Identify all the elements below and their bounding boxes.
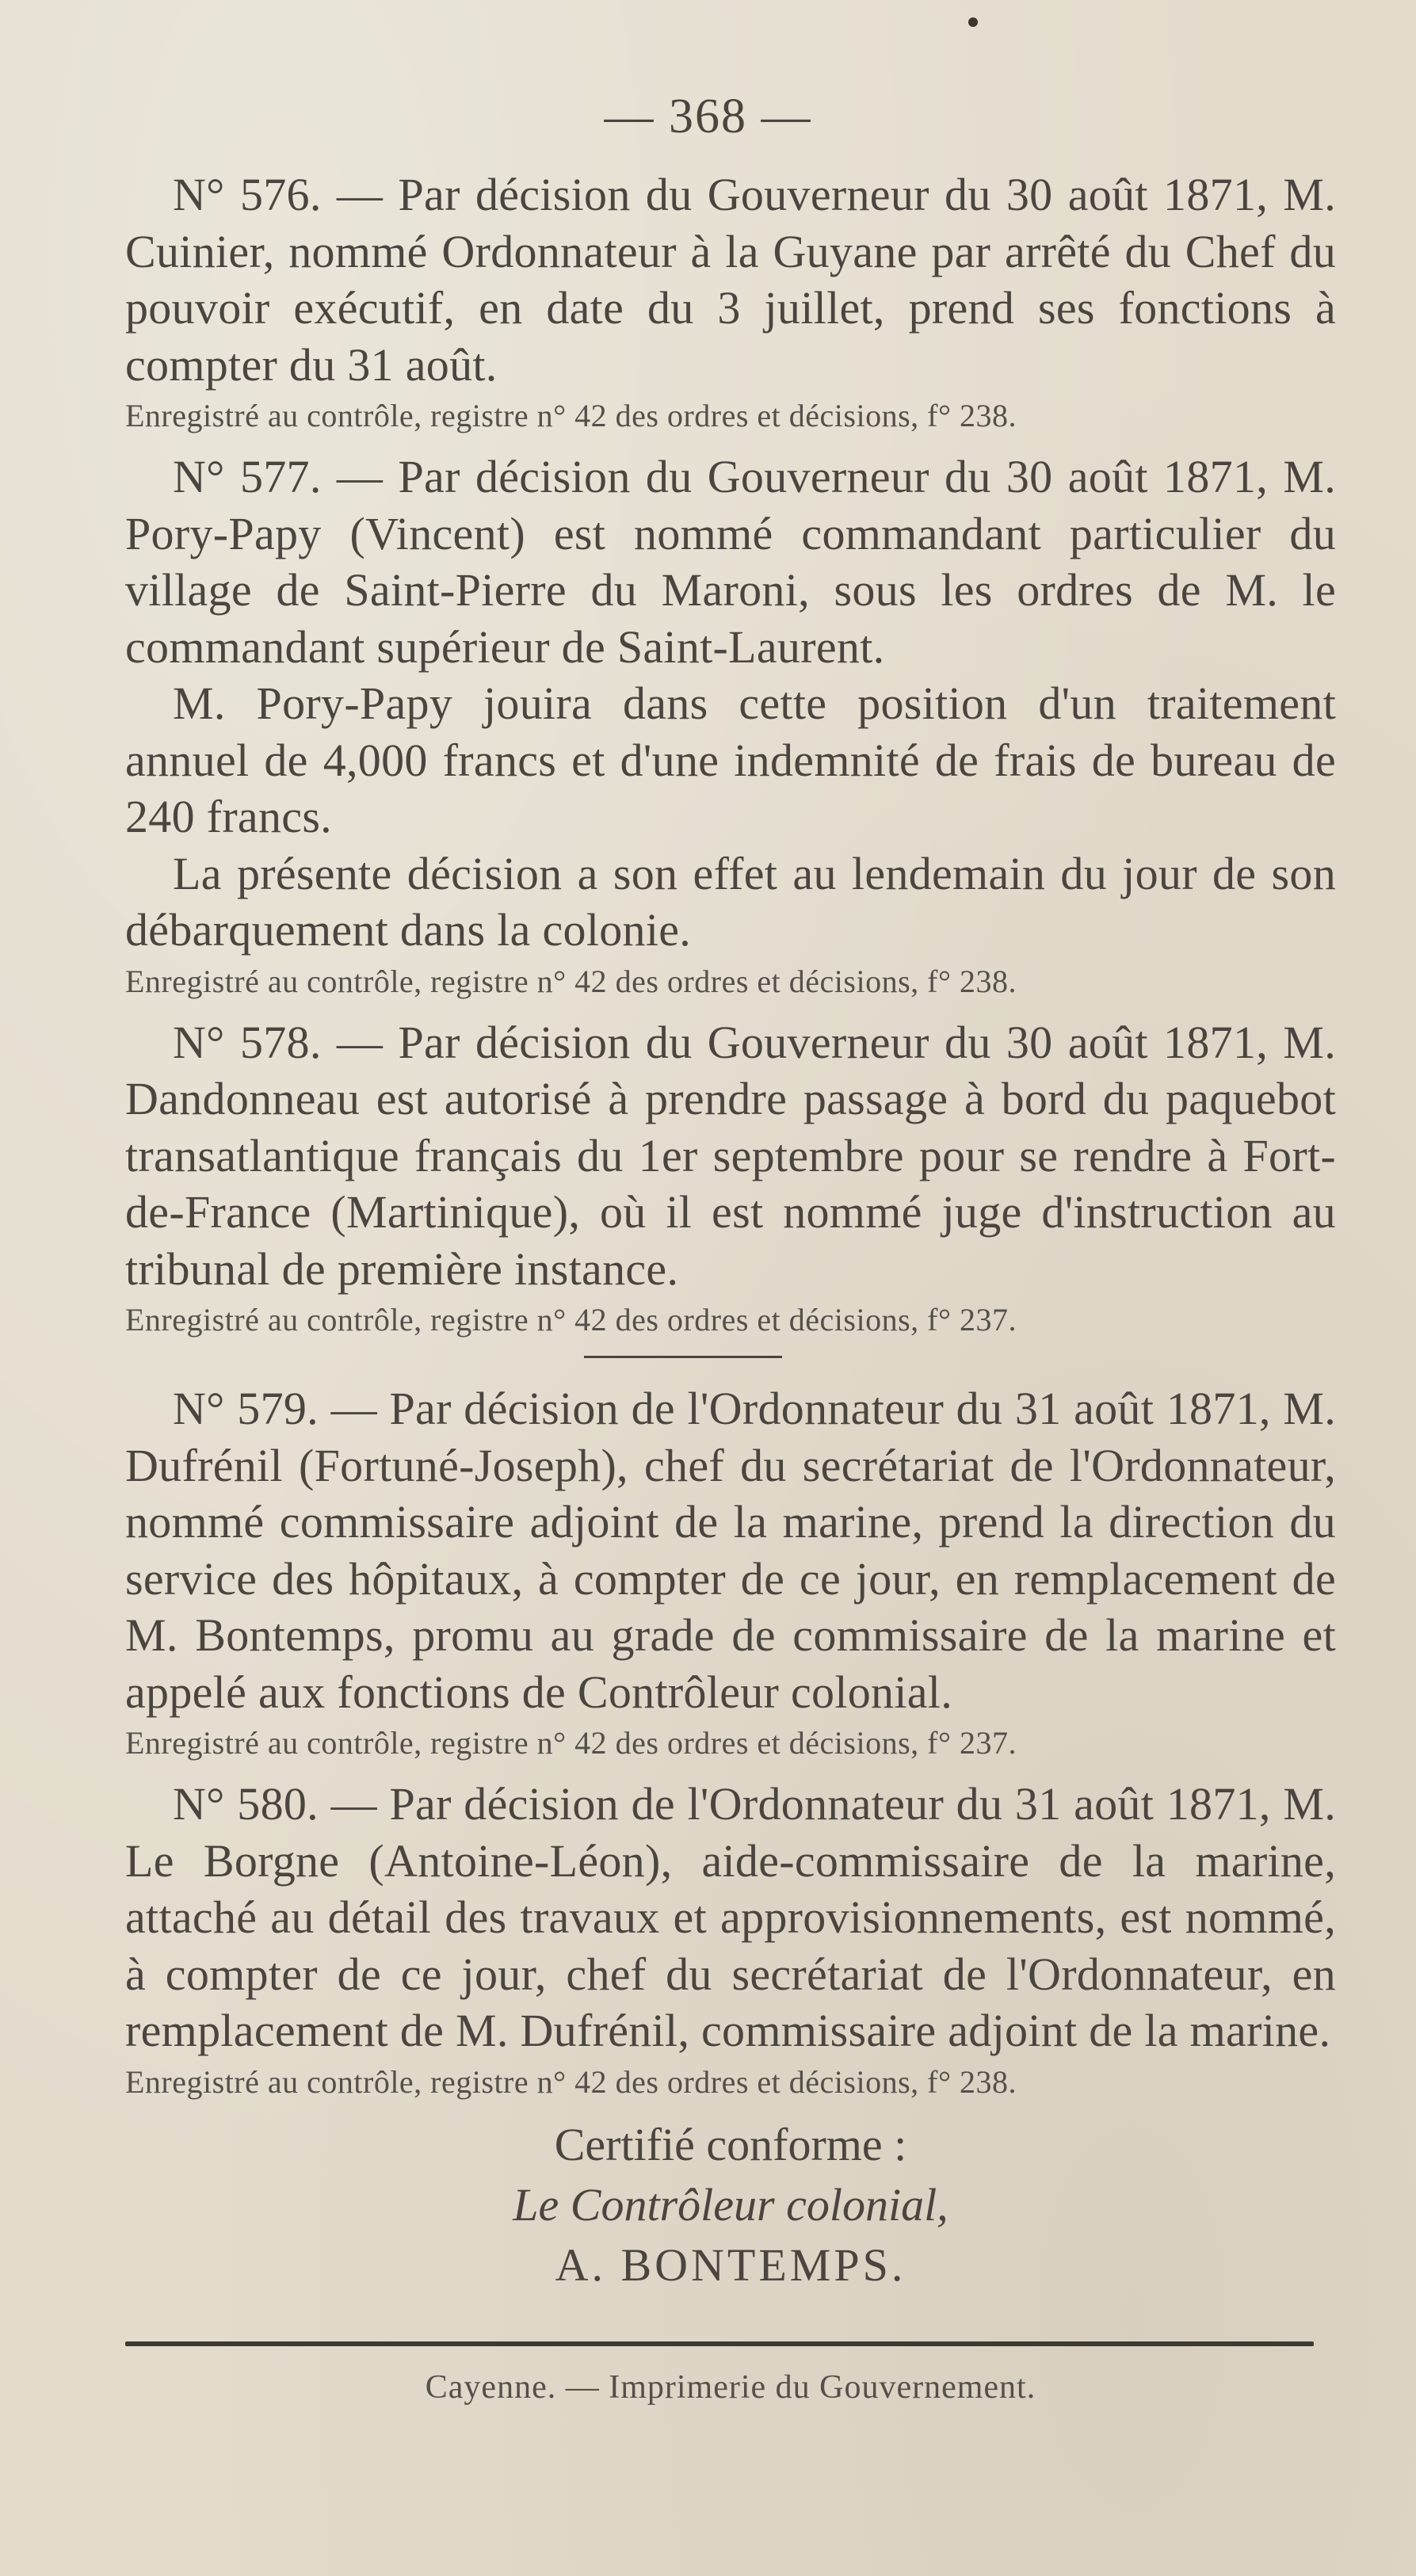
registry-note: Enregistré au contrôle, registre n° 42 des ordres et décisions, f° 238. <box>125 963 1017 999</box>
decision-entry-577 <box>125 448 1336 1003</box>
decision-paragraph: N° 579. — Par décision de l'Ordonnateur du 31 août 1871, M. Dufrénil (Fortuné-Joseph), chef du secrétariat de l'Ordonnateur, nommé commissaire adjoint de la marine, prend la direction du service des hôpitaux, à compter de ce jour, en remplacement de M. Bontemps, promu au grade de commissaire de la marine et appelé aux fonctions de Contrôleur colonial. <box>125 1383 1336 1718</box>
registry-note: Enregistré au contrôle, registre n° 42 des ordres et décisions, f° 238. <box>125 398 1017 433</box>
decision-entry-576 <box>125 166 1336 437</box>
decision-entry-579 <box>125 1380 1336 1765</box>
certified-line: Certifié conforme : <box>554 2118 907 2170</box>
decision-entry-580 <box>125 1776 1336 2104</box>
registry-note: Enregistré au contrôle, registre n° 42 des ordres et décisions, f° 237. <box>125 1725 1017 1761</box>
decision-paragraph: N° 576. — Par décision du Gouverneur du 30 août 1871, M. Cuinier, nommé Ordonnateur à la Guyane par arrêté du Chef du pouvoir exécutif, en date du 3 juillet, prend ses fonctions à compter du 31 août. <box>125 169 1336 391</box>
decision-entry-578 <box>125 1014 1336 1342</box>
page-number: — 368 — <box>604 90 812 143</box>
printer-imprint: Cayenne. — Imprimerie du Gouvernement. <box>425 2368 1036 2406</box>
decision-paragraph: M. Pory-Papy jouira dans cette position d'un traitement annuel de 4,000 francs et d'une indemnité de frais de bureau de 240 francs. <box>125 677 1336 842</box>
decision-paragraph: La présente décision a son effet au lendemain du jour de son débarquement dans la colonie. <box>125 847 1336 956</box>
footer-rule <box>125 2341 1314 2346</box>
decision-paragraph: N° 577. — Par décision du Gouverneur du 30 août 1871, M. Pory-Papy (Vincent) est nommé commandant particulier du village de Saint-Pierre du Maroni, sous les ordres de M. le commandant supérieur de Saint-Laurent. <box>125 451 1336 673</box>
decision-paragraph: N° 580. — Par décision de l'Ordonnateur du 31 août 1871, M. Le Borgne (Antoine-Léon), aide-commissaire de la marine, attaché au détail des travaux et approvisionnements, est nommé, à compter de ce jour, chef du secrétariat de l'Ordonnateur, en remplacement de M. Dufrénil, commissaire adjoint de la marine. <box>125 1778 1336 2056</box>
section-divider <box>584 1356 782 1358</box>
registry-note: Enregistré au contrôle, registre n° 42 des ordres et décisions, f° 238. <box>125 2063 1017 2100</box>
signature-block <box>125 2115 1336 2296</box>
signatory-name: A. BONTEMPS. <box>555 2238 906 2291</box>
signatory-title: Le Contrôleur colonial, <box>513 2178 948 2231</box>
decision-paragraph: N° 578. — Par décision du Gouverneur du 30 août 1871, M. Dandonneau est autorisé à prendre passage à bord du paquebot transatlantique français du 1er septembre pour se rendre à Fort-de-France (Martinique), où il est nommé juge d'instruction au tribunal de première instance. <box>125 1016 1336 1295</box>
page-content <box>125 166 1336 2406</box>
ink-dot <box>968 17 978 27</box>
registry-note: Enregistré au contrôle, registre n° 42 des ordres et décisions, f° 237. <box>125 1302 1017 1338</box>
